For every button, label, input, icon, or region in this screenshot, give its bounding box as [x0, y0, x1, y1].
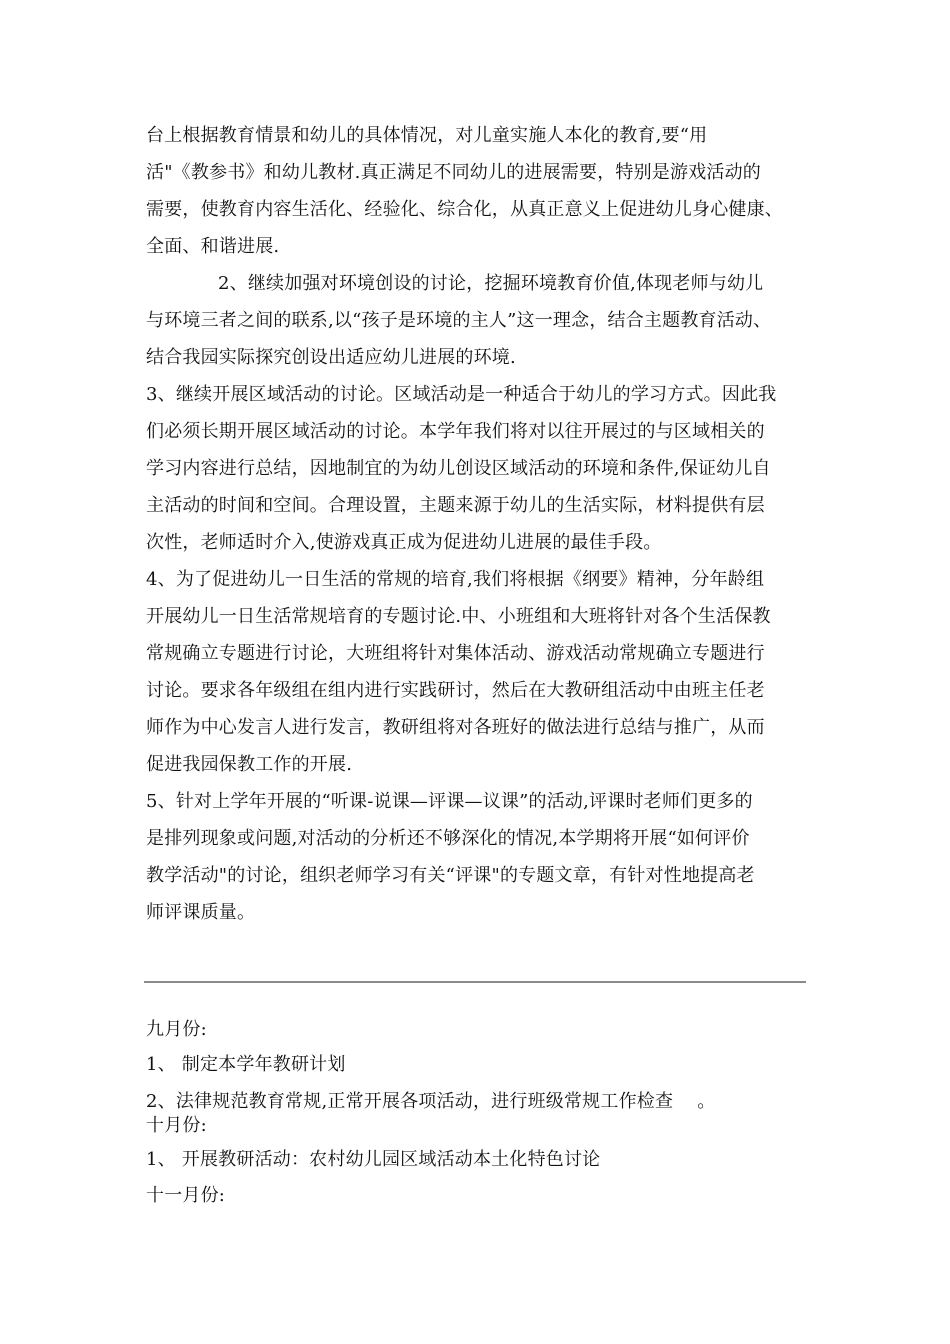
body-line: 学习内容进行总结，因地制宜的为幼儿创设区域活动的环境和条件,保证幼儿自	[146, 458, 771, 479]
paragraph-2-start: 2、继续加强对环境创设的讨论，挖掘环境教育价值,体现老师与幼儿	[218, 273, 764, 294]
section-divider	[144, 981, 806, 983]
body-line: 讨论。要求各年级组在组内进行实践研讨，然后在大教研组活动中由班主任老	[146, 680, 765, 701]
body-line: 开展幼儿一日生活常规培育的专题讨论.中、小班组和大班将针对各个生活保教	[146, 606, 771, 627]
september-heading: 九月份:	[146, 1019, 207, 1040]
paragraph-4-start: 4、为了促进幼儿一日生活的常规的培育,我们将根据《纲要》精神，分年龄组	[146, 569, 765, 590]
body-line: 主活动的时间和空间。合理设置，主题来源于幼儿的生活实际，材料提供有层	[146, 495, 765, 516]
body-line: 教学活动"的讨论，组织老师学习有关“评课"的专题文章，有针对性地提高老	[146, 865, 755, 886]
body-line: 们必须长期开展区域活动的讨论。本学年我们将对以往开展过的与区域相关的	[146, 421, 765, 442]
september-item: 2、法律规范教育常规,正常开展各项活动，进行班级常规工作检查 。	[146, 1091, 716, 1112]
body-line: 台上根据教育情景和幼儿的具体情况，对儿童实施人本化的教育,要“用	[146, 125, 708, 146]
october-item: 1、 开展教研活动：农村幼儿园区域活动本土化特色讨论	[146, 1149, 601, 1170]
body-line: 常规确立专题进行讨论，大班组将针对集体活动、游戏活动常规确立专题进行	[146, 643, 765, 664]
body-line: 促进我园保教工作的开展.	[146, 754, 353, 775]
body-line: 活"《教参书》和幼儿教材.真正满足不同幼儿的进展需要，特别是游戏活动的	[146, 162, 761, 183]
paragraph-3-start: 3、继续开展区域活动的讨论。区域活动是一种适合于幼儿的学习方式。因此我	[146, 384, 777, 405]
paragraph-5-start: 5、针对上学年开展的“听课-说课—评课—议课”的活动,评课时老师们更多的	[146, 791, 753, 812]
september-item: 1、 制定本学年教研计划	[146, 1054, 346, 1075]
body-line: 次性，老师适时介入,使游戏真正成为促进幼儿进展的最佳手段。	[146, 532, 662, 553]
body-line: 与环境三者之间的联系,以“孩子是环境的主人”这一理念，结合主题教育活动、	[146, 310, 772, 331]
body-line: 是排列现象或问题,对活动的分析还不够深化的情况,本学期将开展“如何评价	[146, 828, 750, 849]
body-line: 师评课质量。	[146, 902, 256, 923]
body-line: 结合我园实际探究创设出适应幼儿进展的环境.	[146, 347, 516, 368]
body-line: 全面、和谐进展.	[146, 236, 280, 257]
body-line: 师作为中心发言人进行发言，教研组将对各班好的做法进行总结与推广，从而	[146, 717, 765, 738]
body-line: 需要，使教育内容生活化、经验化、综合化，从真正意义上促进幼儿身心健康、	[146, 199, 783, 220]
november-heading: 十一月份:	[146, 1185, 226, 1206]
october-heading: 十月份:	[146, 1115, 207, 1136]
